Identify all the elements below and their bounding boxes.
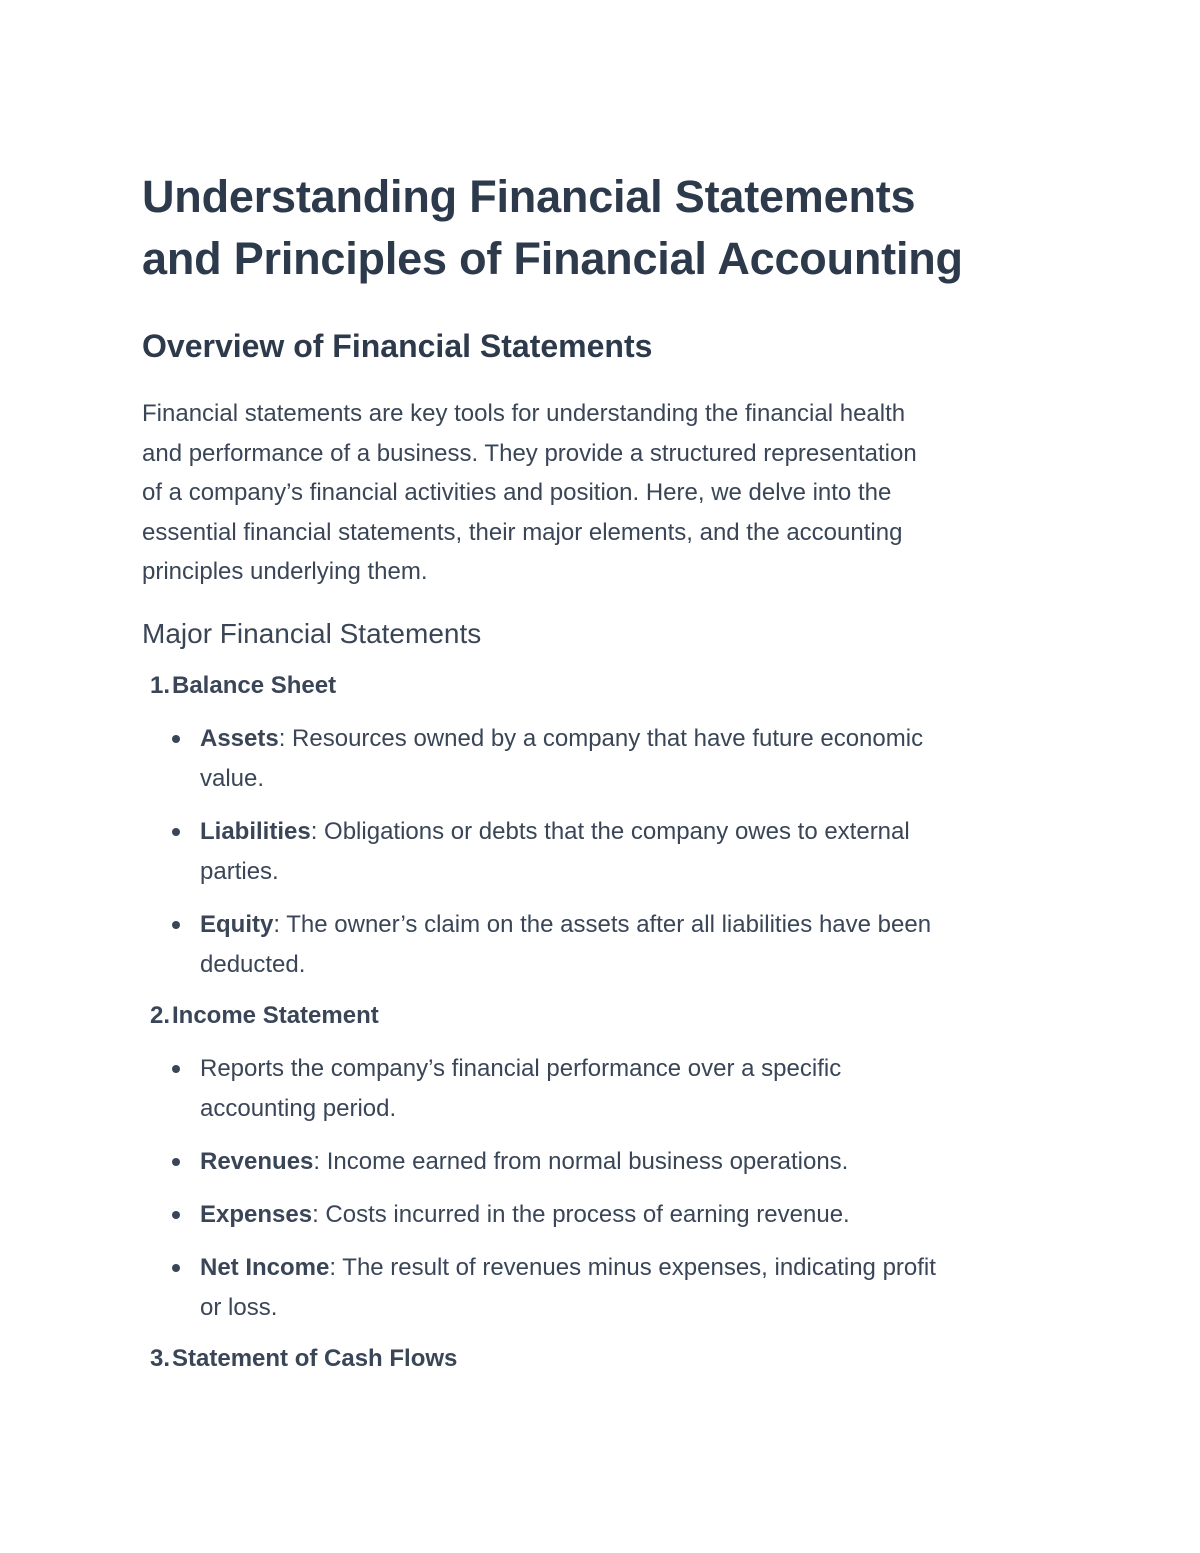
paragraph-line: essential financial statements, their major elements, and the accounting bbox=[142, 518, 903, 546]
statement-heading bbox=[142, 998, 1062, 1034]
bullet-dot-icon bbox=[172, 1264, 180, 1272]
bullet-text: accounting period. bbox=[200, 1094, 397, 1122]
statement-item-income-statement bbox=[142, 998, 1062, 1328]
bullet-text: or loss. bbox=[200, 1293, 278, 1321]
bullet-dot-icon bbox=[172, 1065, 180, 1073]
overview-paragraph bbox=[142, 394, 1062, 592]
bullet-text: parties. bbox=[200, 857, 279, 885]
overview-heading: Overview of Financial Statements bbox=[142, 328, 653, 364]
bullet-item-description bbox=[142, 1049, 1062, 1129]
bullet-separator: : bbox=[310, 817, 318, 845]
bullet-text: deducted. bbox=[200, 950, 306, 978]
document-page bbox=[142, 166, 1062, 1377]
bullet-separator: : bbox=[273, 910, 281, 938]
statement-label: Statement of Cash Flows bbox=[172, 1344, 458, 1372]
bullet-text: The result of revenues minus expenses, indicating profit bbox=[336, 1253, 936, 1281]
bullet-separator: : bbox=[313, 1147, 321, 1175]
bullet-term: Net Income bbox=[200, 1253, 330, 1281]
statement-bullets bbox=[142, 719, 1062, 985]
bullet-item-assets bbox=[142, 719, 1062, 799]
bullet-dot-icon bbox=[172, 1158, 180, 1166]
statement-item-balance-sheet bbox=[142, 668, 1062, 985]
bullet-item-equity bbox=[142, 905, 1062, 985]
bullet-text: Obligations or debts that the company owes to external bbox=[317, 817, 910, 845]
bullet-item-net-income bbox=[142, 1248, 1062, 1328]
bullet-dot-icon bbox=[172, 1211, 180, 1219]
statement-bullets bbox=[142, 1049, 1062, 1328]
document-title bbox=[142, 166, 1062, 290]
bullet-term: Assets bbox=[200, 724, 279, 752]
bullet-text: The owner’s claim on the assets after all liabilities have been bbox=[280, 910, 932, 938]
list-number: 3. bbox=[149, 1344, 170, 1372]
bullet-text: Resources owned by a company that have future economic bbox=[285, 724, 924, 752]
paragraph-line: Financial statements are key tools for understanding the financial health bbox=[142, 400, 906, 427]
bullet-separator: : bbox=[278, 724, 286, 752]
bullet-text: Income earned from normal business operations. bbox=[320, 1147, 849, 1175]
bullet-term: Liabilities bbox=[200, 817, 311, 845]
statements-list bbox=[142, 668, 1062, 1377]
bullet-item-liabilities bbox=[142, 812, 1062, 892]
list-number: 2. bbox=[149, 1001, 170, 1029]
title-line-2: and Principles of Financial Accounting bbox=[142, 233, 963, 284]
bullet-separator: : bbox=[329, 1253, 337, 1281]
major-statements-heading: Major Financial Statements bbox=[142, 617, 482, 649]
statement-heading bbox=[142, 1341, 1062, 1377]
bullet-term: Equity bbox=[200, 910, 274, 938]
bullet-item-revenues bbox=[142, 1142, 1062, 1182]
bullet-dot-icon bbox=[172, 921, 180, 929]
bullet-dot-icon bbox=[172, 735, 180, 743]
list-number: 1. bbox=[149, 671, 170, 699]
title-line-1: Understanding Financial Statements bbox=[142, 171, 916, 222]
bullet-dot-icon bbox=[172, 828, 180, 836]
paragraph-line: of a company’s financial activities and position. Here, we delve into the bbox=[142, 479, 892, 507]
paragraph-line: principles underlying them. bbox=[142, 558, 428, 586]
statement-heading bbox=[142, 668, 1062, 704]
bullet-term: Revenues bbox=[200, 1147, 314, 1175]
bullet-text: Costs incurred in the process of earning revenue. bbox=[318, 1200, 850, 1228]
statement-item-cash-flows bbox=[142, 1341, 1062, 1377]
bullet-text: value. bbox=[200, 764, 265, 792]
bullet-separator: : bbox=[312, 1200, 319, 1228]
bullet-term: Expenses bbox=[200, 1200, 313, 1228]
statement-label: Balance Sheet bbox=[172, 671, 337, 699]
paragraph-line: and performance of a business. They provide a structured representation bbox=[142, 439, 917, 467]
bullet-text: Reports the company’s financial performance over a specific bbox=[200, 1054, 842, 1082]
bullet-item-expenses bbox=[142, 1195, 1062, 1235]
statement-label: Income Statement bbox=[172, 1001, 379, 1029]
